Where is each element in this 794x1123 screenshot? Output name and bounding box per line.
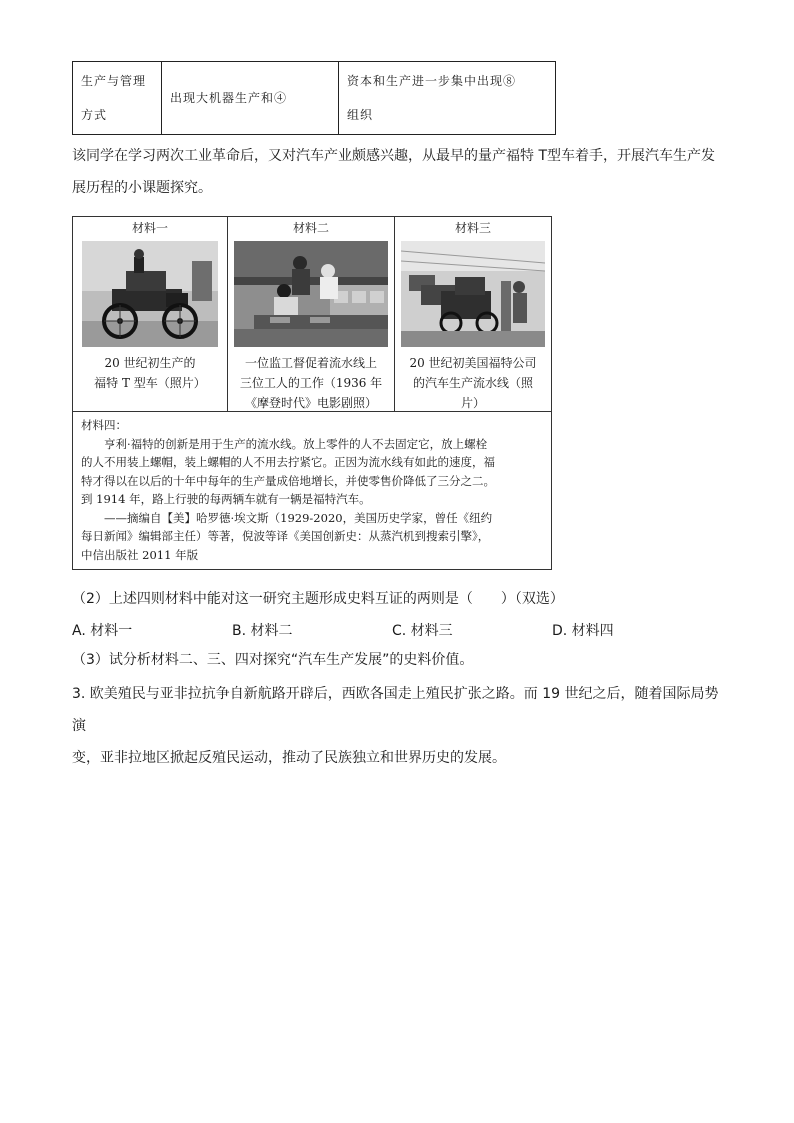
caption-line: 三位工人的工作（1936 年 (239, 376, 383, 390)
caption-line: 20 世纪初生产的 (104, 356, 196, 370)
caption-line: 福特 T 型车（照片） (94, 376, 206, 390)
cell-text: 资本和生产进一步集中出现⑧ (347, 74, 517, 88)
caption-line: 的汽车生产流水线（照 (412, 376, 533, 390)
production-table (72, 61, 556, 135)
model-t-photo (82, 241, 218, 347)
assembly-line-photo (401, 241, 545, 347)
material-title: 材料四： (81, 418, 127, 432)
caption-line: 片） (460, 396, 485, 410)
cell-text: 组织 (347, 108, 374, 122)
material-1 (73, 217, 228, 411)
option-d[interactable]: D. 材料四 (552, 623, 614, 639)
material-title: 材料二 (292, 221, 329, 235)
table-row (73, 62, 556, 135)
body-line: 特才得以在以后的十年中每年的生产量成倍地增长，并使零售价降低了三分之二。 (81, 473, 495, 488)
table-cell-header (73, 62, 162, 135)
materials-row (73, 217, 551, 412)
text-line: 3. 欧美殖民与亚非拉抗争自新航路开辟后，西欧各国走上殖民扩张之路。而 19 世纪之后，随着国际局势演 (72, 686, 719, 734)
material-title: 材料一 (131, 221, 168, 235)
source-line: 中信出版社 2011 年版 (81, 547, 199, 562)
question-2: （2）上述四则材料中能对这一研究主题形成史料互证的两则是（ ）（双选） (72, 591, 564, 607)
question-3: （3）试分析材料二、三、四对探究“汽车生产发展”的史料价值。 (72, 652, 474, 668)
text-line: 变，亚非拉地区掀起反殖民运动，推动了民族独立和世界历史的发展。 (72, 750, 506, 766)
body-line: 亨利·福特的创新是用于生产的流水线。放上零件的人不去固定它，放上螺栓 (104, 436, 488, 451)
cell-text: 方式 (81, 108, 108, 122)
options-list (72, 620, 712, 640)
text-line: 展历程的小课题探究。 (72, 180, 212, 196)
text-line: 该同学在学习两次工业革命后，又对汽车产业颇感兴趣，从最早的量产福特 T型车着手，开展汽车生产发 (72, 148, 715, 164)
source-line: ——摘编自【美】哈罗德·埃文斯（1929-2020，美国历史学家，曾任《纽约 (104, 510, 493, 525)
cell-text: 生产与管理 (81, 74, 147, 88)
material-title: 材料三 (454, 221, 491, 235)
table-cell (162, 62, 339, 135)
caption-line: 《摩登时代》电影剧照） (244, 396, 377, 410)
material-2 (228, 217, 395, 411)
source-line: 每日新闻》编辑部主任）等著，倪波等译《美国创新史：从蒸汽机到搜索引擎》， (81, 529, 490, 543)
caption-line: 20 世纪初美国福特公司 (409, 356, 537, 370)
lead-paragraph (72, 140, 732, 204)
materials-table (72, 216, 552, 570)
cell-text: 出现大机器生产和④ (170, 91, 288, 105)
body-line: 的人不用装上螺帽，装上螺帽的人不用去拧紧它。正因为流水线有如此的速度，福 (81, 455, 495, 469)
modern-times-still (234, 241, 388, 347)
option-b[interactable]: B. 材料二 (232, 623, 293, 639)
table-cell (339, 62, 556, 135)
caption-line: 一位监工督促着流水线上 (244, 356, 377, 370)
item-3-paragraph (72, 678, 732, 774)
material-3 (395, 217, 551, 411)
body-line: 到 1914 年，路上行驶的每两辆车就有一辆是福特汽车。 (81, 492, 371, 506)
option-c[interactable]: C. 材料三 (392, 623, 453, 639)
option-a[interactable]: A. 材料一 (72, 623, 133, 639)
material-4 (73, 412, 551, 568)
